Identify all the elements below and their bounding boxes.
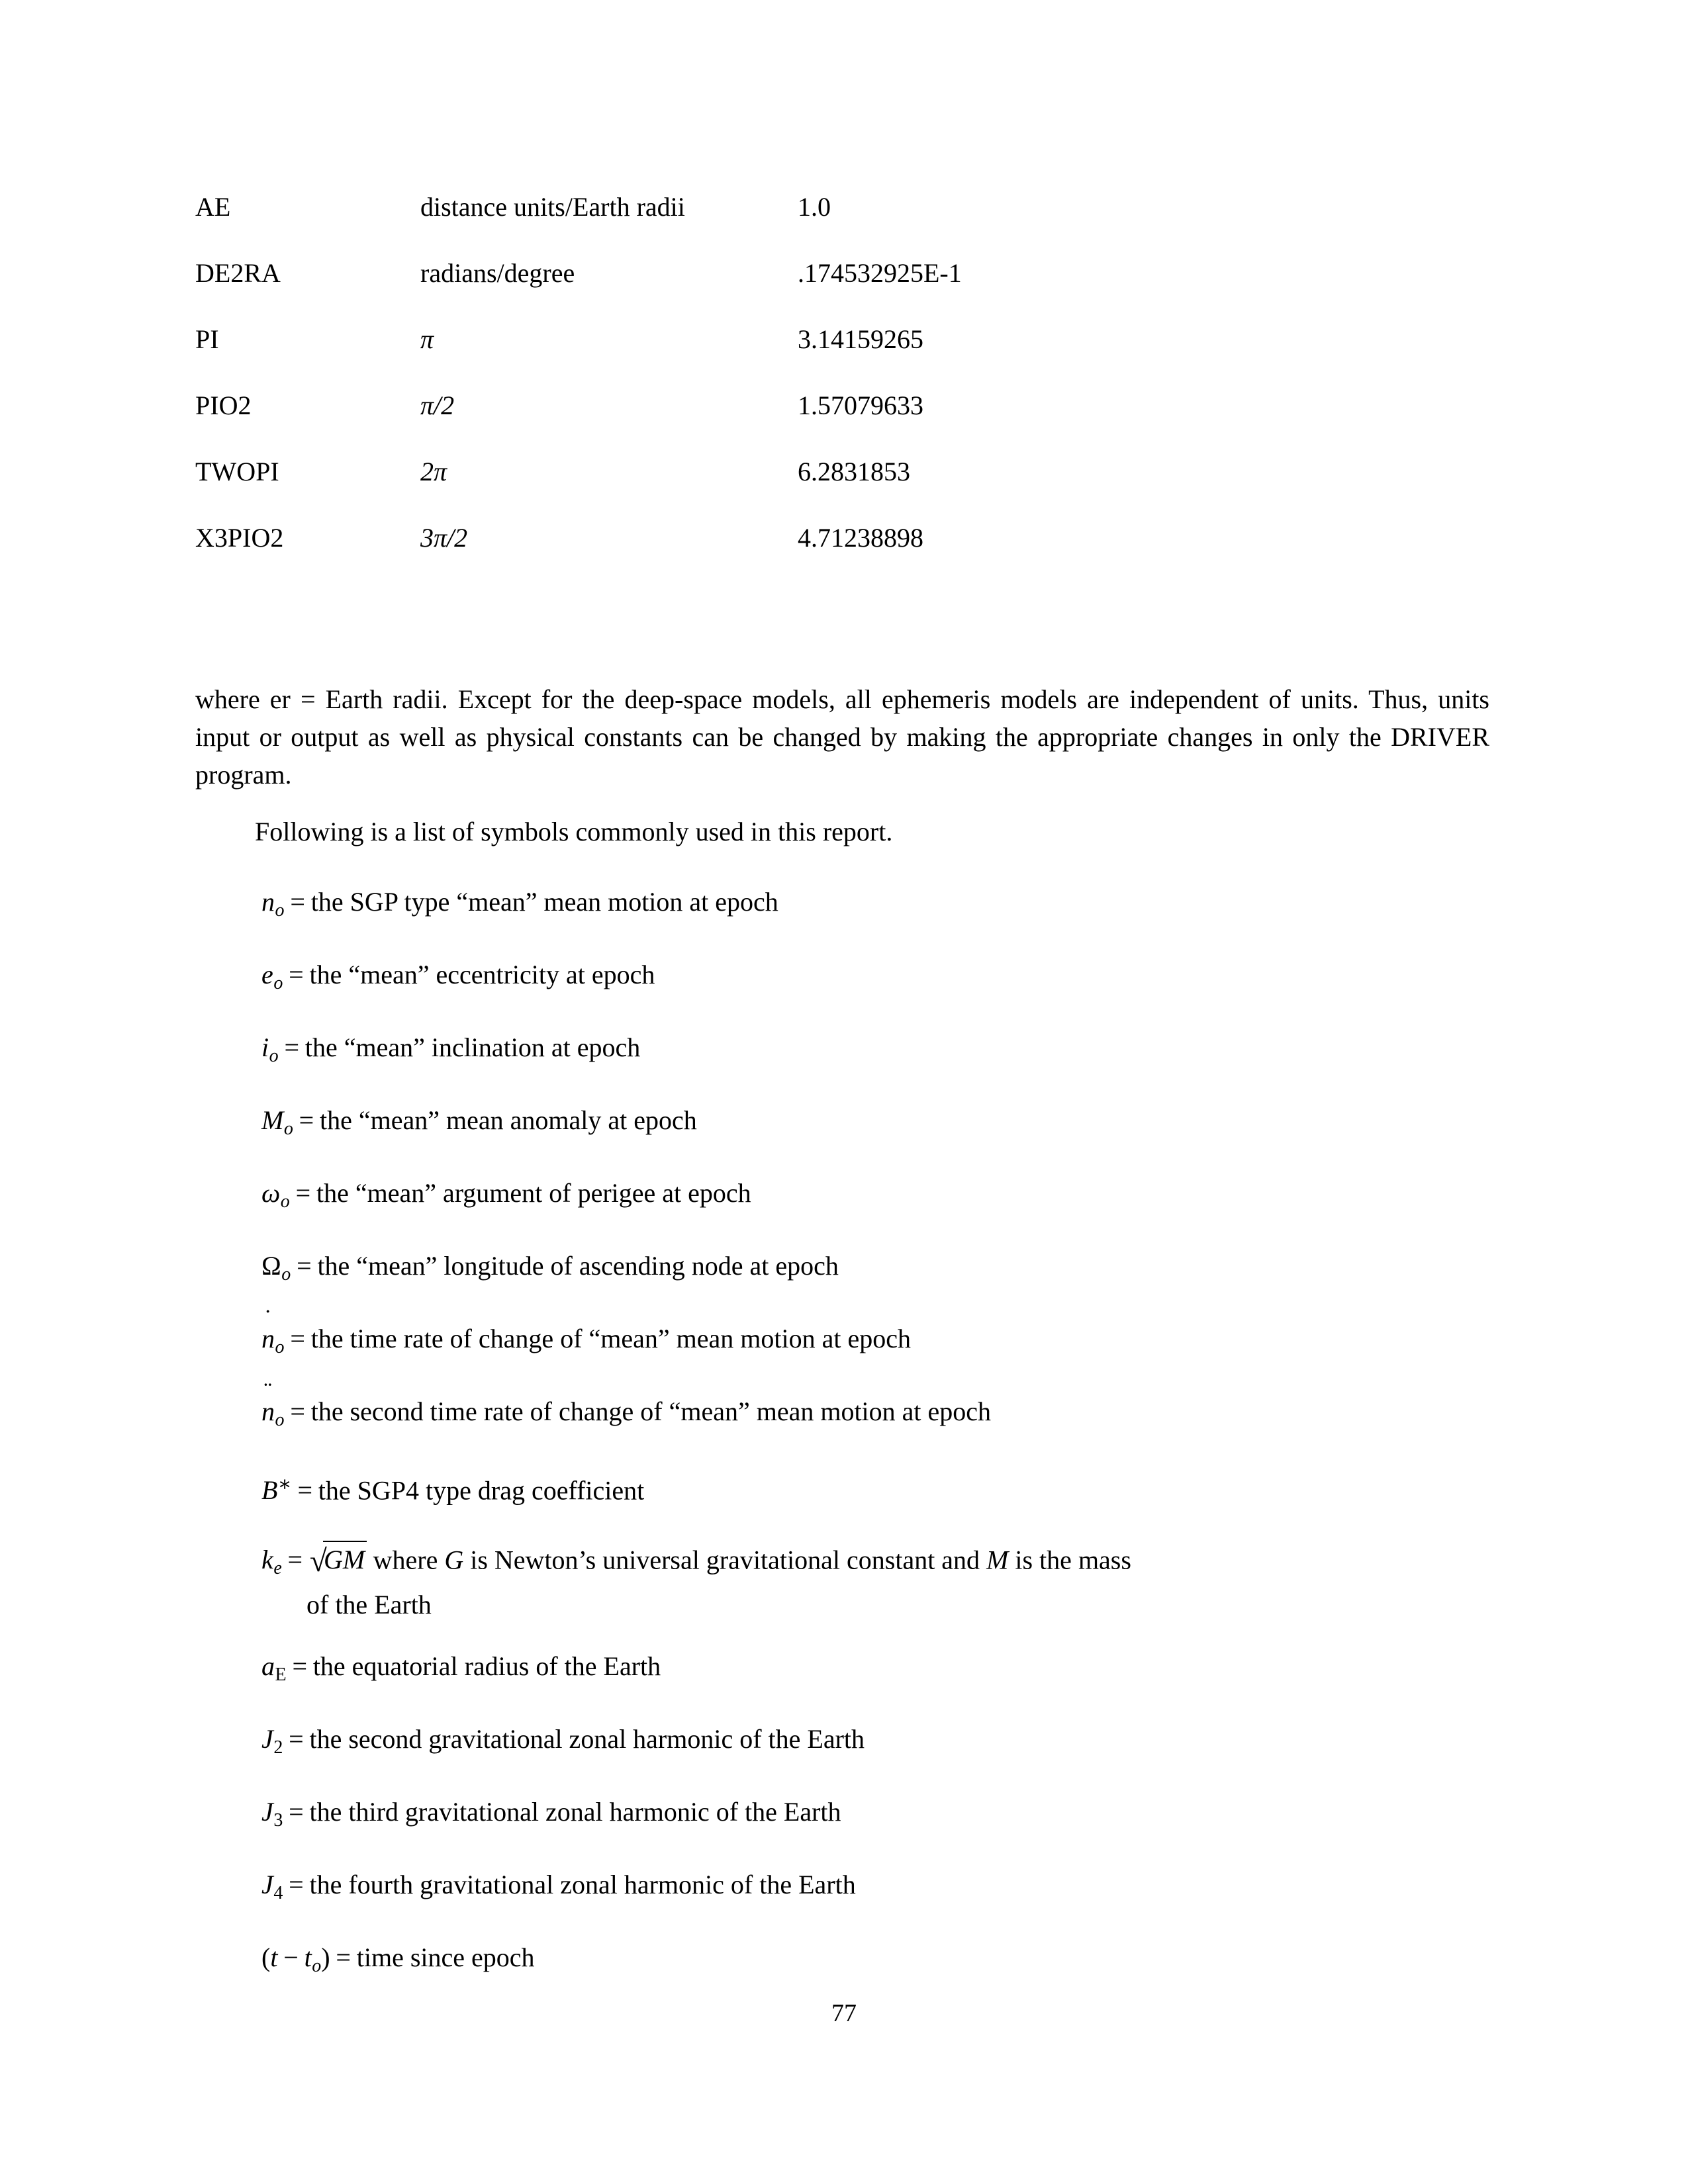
equals-sign: = — [287, 1545, 303, 1575]
symbol-entry-omega-o — [261, 1177, 1493, 1213]
ke-definition-mid: is Newton’s universal gravitational constant and — [470, 1545, 980, 1575]
table-row — [195, 390, 1122, 457]
symbol-definition-text: the “mean” mean anomaly at epoch — [320, 1105, 697, 1135]
symbol-entry-i-o — [261, 1031, 1493, 1068]
ke-definition-continuation: of the Earth — [306, 1590, 432, 1620]
symbol-m-subscript-o: $M_o$ — [261, 1105, 293, 1139]
symbol-definition-text: the “mean” longitude of ascending node at epoch — [317, 1251, 839, 1281]
constant-description: 2π — [420, 457, 447, 486]
equals-sign: = — [289, 960, 304, 989]
equals-sign: = — [290, 1396, 305, 1426]
constant-name: TWOPI — [195, 457, 279, 486]
constant-name: X3PIO2 — [195, 523, 284, 553]
radicand-gm: GM — [323, 1541, 366, 1576]
symbol-m-mass: M — [986, 1545, 1009, 1575]
ke-definition-head: where — [373, 1545, 438, 1575]
where-note-paragraph: where er = Earth radii. Except for the deep-space models, all ephemeris models are independent of units. Thus, units input or output as well as physical constants can be changed by making the appropriate changes in only the DRIVER program. — [195, 684, 1489, 790]
symbol-definition-list — [261, 886, 1493, 2014]
equals-sign: = — [336, 1942, 351, 1972]
equals-sign: = — [290, 887, 305, 917]
constant-value: 4.71238898 — [798, 523, 923, 553]
symbol-definition-text: the second gravitational zonal harmonic of the Earth — [309, 1724, 865, 1754]
table-row — [195, 192, 1122, 258]
radical-icon: √ — [309, 1543, 327, 1578]
asterisk-icon: ∗ — [277, 1473, 292, 1496]
constant-value: 1.57079633 — [798, 390, 923, 420]
symbol-entry-ke — [261, 1541, 1493, 1620]
equals-sign: = — [289, 1870, 304, 1899]
equals-sign: = — [292, 1651, 308, 1681]
constant-description: distance units/Earth radii — [420, 192, 685, 222]
symbol-i-subscript-o: $i_o$ — [261, 1032, 279, 1066]
constant-name: PI — [195, 324, 219, 354]
symbol-n-subscript-o: $n_o$ — [261, 887, 285, 921]
symbol-definition-text: the “mean” eccentricity at epoch — [309, 960, 655, 989]
constant-description: π — [420, 324, 434, 354]
symbol-definition-text: the equatorial radius of the Earth — [312, 1651, 661, 1681]
constant-description: π/2 — [420, 390, 455, 420]
symbol-entry-j3 — [261, 1796, 1493, 1832]
constant-name: DE2RA — [195, 258, 281, 288]
constants-table — [195, 192, 1122, 589]
constant-description: radians/degree — [420, 258, 575, 288]
symbol-definition-text: the SGP type “mean” mean motion at epoch — [310, 887, 778, 917]
equals-sign: = — [297, 1475, 312, 1506]
equals-sign: = — [295, 1178, 311, 1208]
symbol-definition-text: the “mean” inclination at epoch — [305, 1032, 641, 1062]
constant-value: 1.0 — [798, 192, 831, 222]
equals-sign: = — [284, 1032, 300, 1062]
symbol-entry-ndot-o — [261, 1304, 1493, 1359]
double-dot-accent-icon: ¨ — [263, 1377, 273, 1404]
symbol-omega-subscript-o: $\omega_o$ — [261, 1178, 290, 1212]
symbol-j-subscript-3: $J_3$ — [261, 1797, 283, 1831]
symbol-entry-j2 — [261, 1723, 1493, 1759]
square-root-gm — [308, 1541, 367, 1578]
table-row — [195, 523, 1122, 589]
table-row — [195, 457, 1122, 523]
symbol-n-dot-subscript-o: ˙ $n_o$ — [261, 1304, 285, 1357]
symbol-definition-text: time since epoch — [356, 1942, 535, 1972]
symbol-entry-j4 — [261, 1868, 1493, 1905]
symbol-entry-m-o — [261, 1104, 1493, 1140]
page-number: 77 — [831, 1999, 857, 2027]
symbol-definition-text: the “mean” argument of perigee at epoch — [316, 1178, 751, 1208]
symbol-definition-text: the time rate of change of “mean” mean motion at epoch — [310, 1324, 911, 1353]
symbol-j-subscript-2: $J_2$ — [261, 1724, 283, 1758]
table-row — [195, 258, 1122, 324]
symbol-definition-text: the SGP4 type drag coefficient — [318, 1475, 645, 1506]
symbol-b-star: B∗ — [261, 1473, 292, 1506]
symbol-entry-a-e — [261, 1650, 1493, 1686]
symbol-g: G — [444, 1545, 464, 1575]
symbol-entry-bstar — [261, 1468, 1493, 1504]
equals-sign: = — [289, 1797, 304, 1827]
constant-value: 3.14159265 — [798, 324, 923, 354]
symbol-n-double-dot-subscript-o: ¨ $n_o$ — [261, 1377, 285, 1430]
symbol-t-minus-t-subscript-o: $(t - t_o)$ — [261, 1942, 330, 1976]
symbol-definition-text: the second time rate of change of “mean” mean motion at epoch — [310, 1396, 992, 1426]
symbol-bigomega-subscript-o: $\Omega_o$ — [261, 1251, 291, 1285]
symbol-entry-e-o — [261, 958, 1493, 995]
symbol-definition-text: the fourth gravitational zonal harmonic of the Earth — [309, 1870, 856, 1899]
equals-sign: = — [299, 1105, 314, 1135]
ke-definition-tail: is the mass — [1015, 1545, 1131, 1575]
constant-value: 6.2831853 — [798, 457, 910, 486]
constant-value: .174532925E-1 — [798, 258, 962, 288]
symbol-definition-text: the third gravitational zonal harmonic of the Earth — [309, 1797, 841, 1827]
constant-description: 3π/2 — [420, 523, 468, 553]
equals-sign: = — [290, 1324, 305, 1353]
constant-name: AE — [195, 192, 231, 222]
table-row — [195, 324, 1122, 390]
equals-sign: = — [297, 1251, 312, 1281]
equals-sign: = — [289, 1724, 304, 1754]
symbol-k-subscript-e: $k_e$ — [261, 1545, 282, 1579]
symbol-entry-n-o — [261, 886, 1493, 922]
symbol-entry-t-minus-to — [261, 1941, 1493, 1978]
symbol-entry-nddot-o — [261, 1377, 1493, 1432]
constant-name: PIO2 — [195, 390, 252, 420]
symbol-a-subscript-e: $a_E$ — [261, 1651, 287, 1685]
symbol-j-subscript-4: $J_4$ — [261, 1870, 283, 1903]
single-dot-accent-icon: ˙ — [263, 1304, 273, 1332]
symbol-entry-bigomega-o — [261, 1250, 1493, 1286]
symbol-e-subscript-o: $e_o$ — [261, 960, 283, 993]
symbol-list-intro: Following is a list of symbols commonly used in this report. — [255, 817, 893, 846]
